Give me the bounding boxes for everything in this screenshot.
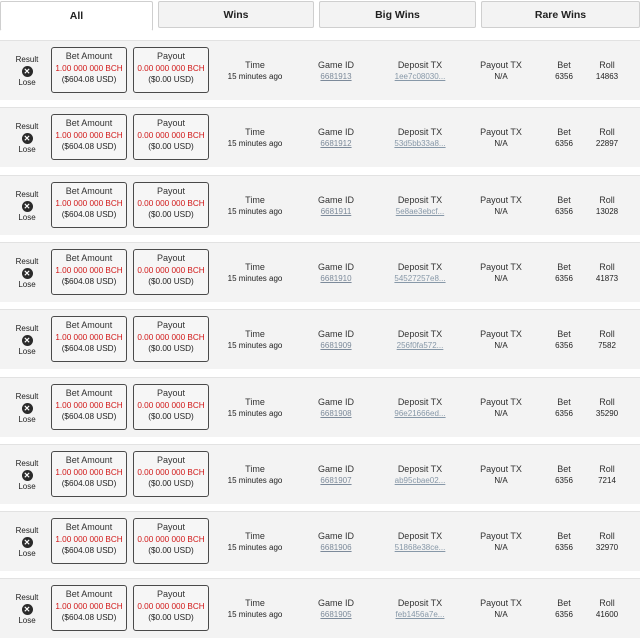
payout-tx-label: Payout TX [480, 329, 522, 339]
payout-box [133, 182, 209, 228]
game-row [0, 377, 640, 437]
payout-label: Payout [156, 51, 186, 61]
roll-label: Roll [599, 531, 615, 541]
deposit-tx-cell [381, 194, 459, 218]
result-label: Result [15, 55, 39, 64]
time-label: Time [245, 195, 265, 205]
game-id-label: Game ID [317, 262, 354, 272]
game-id-label: Game ID [317, 195, 354, 205]
result-value: Lose [18, 213, 36, 222]
result-label: Result [15, 257, 39, 266]
bet-amount-bch: 1.00 000 000 BCH [55, 198, 123, 208]
payout-label: Payout [156, 320, 186, 330]
payout-box [133, 451, 209, 497]
game-id-label: Game ID [317, 60, 354, 70]
bet-amount-bch: 1.00 000 000 BCH [55, 130, 123, 140]
game-id-cell [306, 328, 366, 352]
game-id-cell [306, 530, 366, 554]
bet-value: 6356 [555, 341, 573, 350]
tab-all[interactable]: All [0, 1, 153, 31]
bet-amount-usd: ($604.08 USD) [61, 479, 117, 488]
game-id-label: Game ID [317, 397, 354, 407]
deposit-tx-label: Deposit TX [397, 598, 443, 608]
payout-usd: ($0.00 USD) [148, 344, 194, 353]
bet-amount-label: Bet Amount [65, 186, 113, 196]
result-cell [10, 324, 44, 357]
payout-tx-cell [470, 59, 532, 83]
roll-value: 22897 [595, 139, 619, 148]
bet-amount-bch: 1.00 000 000 BCH [55, 534, 123, 544]
result-value: Lose [18, 347, 36, 356]
game-row [0, 511, 640, 571]
game-id-link[interactable]: 6681909 [320, 341, 352, 350]
game-row [0, 309, 640, 369]
close-circle-icon: ✕ [22, 470, 33, 481]
game-row [0, 444, 640, 504]
game-id-label: Game ID [317, 464, 354, 474]
bet-label: Bet [557, 329, 571, 339]
bet-amount-box [51, 182, 127, 228]
payout-label: Payout [156, 522, 186, 532]
result-cell [10, 392, 44, 425]
roll-label: Roll [599, 60, 615, 70]
game-id-label: Game ID [317, 598, 354, 608]
deposit-tx-link[interactable]: feb1456a7e... [395, 610, 445, 619]
result-cell [10, 257, 44, 290]
result-value: Lose [18, 549, 36, 558]
payout-tx-cell [470, 261, 532, 285]
bet-amount-usd: ($604.08 USD) [61, 277, 117, 286]
result-cell [10, 593, 44, 626]
result-label: Result [15, 122, 39, 131]
close-circle-icon: ✕ [22, 66, 33, 77]
bet-cell [545, 530, 583, 554]
time-cell [216, 463, 294, 487]
payout-tx-cell [470, 463, 532, 487]
bet-amount-usd: ($604.08 USD) [61, 613, 117, 622]
tab-big-wins[interactable]: Big Wins [319, 1, 476, 28]
time-value: 15 minutes ago [227, 476, 283, 485]
result-value: Lose [18, 415, 36, 424]
bet-label: Bet [557, 262, 571, 272]
time-value: 15 minutes ago [227, 139, 283, 148]
payout-box [133, 114, 209, 160]
bet-cell [545, 126, 583, 150]
bet-value: 6356 [555, 139, 573, 148]
time-label: Time [245, 598, 265, 608]
bet-amount-label: Bet Amount [65, 253, 113, 263]
result-value: Lose [18, 145, 36, 154]
bet-amount-usd: ($604.08 USD) [61, 546, 117, 555]
deposit-tx-label: Deposit TX [397, 127, 443, 137]
bet-label: Bet [557, 531, 571, 541]
time-cell [216, 530, 294, 554]
payout-usd: ($0.00 USD) [148, 479, 194, 488]
result-cell [10, 526, 44, 559]
time-cell [216, 59, 294, 83]
roll-value: 41873 [595, 274, 619, 283]
game-id-link[interactable]: 6681911 [320, 207, 352, 216]
deposit-tx-cell [381, 126, 459, 150]
payout-tx-label: Payout TX [480, 195, 522, 205]
bet-amount-box [51, 518, 127, 564]
bet-value: 6356 [555, 207, 573, 216]
result-value: Lose [18, 280, 36, 289]
time-value: 15 minutes ago [227, 274, 283, 283]
game-row [0, 578, 640, 638]
result-cell [10, 55, 44, 88]
roll-label: Roll [599, 397, 615, 407]
bet-cell [545, 328, 583, 352]
payout-bch: 0.00 000 000 BCH [137, 198, 205, 208]
roll-cell [588, 59, 626, 83]
time-value: 15 minutes ago [227, 207, 283, 216]
roll-cell [588, 261, 626, 285]
payout-bch: 0.00 000 000 BCH [137, 601, 205, 611]
payout-tx-value: N/A [494, 139, 508, 148]
payout-usd: ($0.00 USD) [148, 546, 194, 555]
roll-cell [588, 126, 626, 150]
roll-cell [588, 396, 626, 420]
roll-label: Roll [599, 598, 615, 608]
deposit-tx-link[interactable]: 96e21666ed... [394, 409, 446, 418]
time-cell [216, 597, 294, 621]
time-value: 15 minutes ago [227, 610, 283, 619]
bet-cell [545, 396, 583, 420]
close-circle-icon: ✕ [22, 268, 33, 279]
payout-tx-label: Payout TX [480, 531, 522, 541]
payout-tx-value: N/A [494, 409, 508, 418]
payout-tx-value: N/A [494, 274, 508, 283]
payout-tx-value: N/A [494, 476, 508, 485]
time-value: 15 minutes ago [227, 72, 283, 81]
bet-amount-bch: 1.00 000 000 BCH [55, 332, 123, 342]
payout-tx-label: Payout TX [480, 397, 522, 407]
payout-tx-value: N/A [494, 72, 508, 81]
game-id-link[interactable]: 6681907 [320, 476, 352, 485]
payout-box [133, 316, 209, 362]
payout-label: Payout [156, 253, 186, 263]
deposit-tx-link[interactable]: 51868e38ce... [394, 543, 446, 552]
bet-amount-label: Bet Amount [65, 455, 113, 465]
close-circle-icon: ✕ [22, 133, 33, 144]
payout-tx-cell [470, 194, 532, 218]
close-circle-icon: ✕ [22, 604, 33, 615]
bet-amount-usd: ($604.08 USD) [61, 344, 117, 353]
payout-box [133, 585, 209, 631]
deposit-tx-link[interactable]: 1ee7c08030... [394, 72, 446, 81]
deposit-tx-label: Deposit TX [397, 60, 443, 70]
close-circle-icon: ✕ [22, 403, 33, 414]
time-cell [216, 328, 294, 352]
result-cell [10, 459, 44, 492]
bet-amount-usd: ($604.08 USD) [61, 412, 117, 421]
time-cell [216, 261, 294, 285]
game-id-link[interactable]: 6681908 [320, 409, 352, 418]
game-id-link[interactable]: 6681910 [320, 274, 352, 283]
roll-label: Roll [599, 464, 615, 474]
payout-tx-value: N/A [494, 341, 508, 350]
bet-value: 6356 [555, 72, 573, 81]
bet-amount-label: Bet Amount [65, 118, 113, 128]
game-id-label: Game ID [317, 329, 354, 339]
time-label: Time [245, 127, 265, 137]
payout-box [133, 249, 209, 295]
payout-bch: 0.00 000 000 BCH [137, 63, 205, 73]
bet-label: Bet [557, 195, 571, 205]
payout-bch: 0.00 000 000 BCH [137, 534, 205, 544]
time-label: Time [245, 262, 265, 272]
game-id-cell [306, 396, 366, 420]
payout-usd: ($0.00 USD) [148, 412, 194, 421]
payout-usd: ($0.00 USD) [148, 613, 194, 622]
time-cell [216, 194, 294, 218]
game-id-link[interactable]: 6681912 [320, 139, 352, 148]
roll-value: 41600 [595, 610, 619, 619]
deposit-tx-link[interactable]: 54527257e8... [394, 274, 446, 283]
time-label: Time [245, 329, 265, 339]
deposit-tx-cell [381, 597, 459, 621]
bet-amount-label: Bet Amount [65, 522, 113, 532]
bet-value: 6356 [555, 610, 573, 619]
bet-amount-label: Bet Amount [65, 388, 113, 398]
bet-amount-bch: 1.00 000 000 BCH [55, 467, 123, 477]
game-row [0, 175, 640, 235]
game-id-label: Game ID [317, 531, 354, 541]
deposit-tx-link[interactable]: 53d5bb33a8... [394, 139, 446, 148]
game-id-label: Game ID [317, 127, 354, 137]
deposit-tx-label: Deposit TX [397, 464, 443, 474]
bet-cell [545, 463, 583, 487]
result-label: Result [15, 526, 39, 535]
deposit-tx-cell [381, 530, 459, 554]
deposit-tx-link[interactable]: ab95cbae02... [394, 476, 446, 485]
bet-value: 6356 [555, 409, 573, 418]
deposit-tx-link[interactable]: 5e8ae3ebcf... [395, 207, 445, 216]
game-id-cell [306, 59, 366, 83]
bet-amount-box [51, 451, 127, 497]
payout-box [133, 384, 209, 430]
close-circle-icon: ✕ [22, 537, 33, 548]
payout-tx-cell [470, 396, 532, 420]
deposit-tx-link[interactable]: 256f0fa572... [396, 341, 444, 350]
result-cell [10, 122, 44, 155]
deposit-tx-label: Deposit TX [397, 397, 443, 407]
payout-tx-cell [470, 597, 532, 621]
payout-tx-label: Payout TX [480, 262, 522, 272]
payout-tx-label: Payout TX [480, 598, 522, 608]
bet-amount-label: Bet Amount [65, 589, 113, 599]
result-value: Lose [18, 78, 36, 87]
payout-tx-value: N/A [494, 207, 508, 216]
bet-amount-usd: ($604.08 USD) [61, 142, 117, 151]
bet-amount-box [51, 384, 127, 430]
bet-value: 6356 [555, 476, 573, 485]
time-value: 15 minutes ago [227, 543, 283, 552]
bet-label: Bet [557, 127, 571, 137]
payout-usd: ($0.00 USD) [148, 75, 194, 84]
game-row [0, 40, 640, 100]
bet-label: Bet [557, 397, 571, 407]
payout-tx-cell [470, 530, 532, 554]
roll-cell [588, 597, 626, 621]
bet-label: Bet [557, 60, 571, 70]
bet-cell [545, 59, 583, 83]
bet-amount-box [51, 114, 127, 160]
payout-box [133, 47, 209, 93]
payout-bch: 0.00 000 000 BCH [137, 467, 205, 477]
payout-tx-value: N/A [494, 543, 508, 552]
time-label: Time [245, 60, 265, 70]
bet-amount-bch: 1.00 000 000 BCH [55, 63, 123, 73]
payout-label: Payout [156, 589, 186, 599]
roll-value: 35290 [595, 409, 619, 418]
bet-amount-box [51, 249, 127, 295]
roll-value: 14863 [595, 72, 619, 81]
payout-tx-label: Payout TX [480, 60, 522, 70]
deposit-tx-cell [381, 59, 459, 83]
bet-cell [545, 261, 583, 285]
tab-rare-wins[interactable]: Rare Wins [481, 1, 640, 28]
roll-value: 7214 [598, 476, 616, 485]
deposit-tx-label: Deposit TX [397, 262, 443, 272]
bet-amount-usd: ($604.08 USD) [61, 210, 117, 219]
payout-tx-label: Payout TX [480, 127, 522, 137]
bet-amount-box [51, 47, 127, 93]
game-row [0, 242, 640, 302]
roll-cell [588, 463, 626, 487]
payout-bch: 0.00 000 000 BCH [137, 332, 205, 342]
result-label: Result [15, 324, 39, 333]
deposit-tx-cell [381, 328, 459, 352]
deposit-tx-cell [381, 463, 459, 487]
payout-usd: ($0.00 USD) [148, 210, 194, 219]
time-label: Time [245, 464, 265, 474]
payout-label: Payout [156, 388, 186, 398]
time-cell [216, 126, 294, 150]
bet-label: Bet [557, 598, 571, 608]
roll-label: Roll [599, 329, 615, 339]
bet-amount-bch: 1.00 000 000 BCH [55, 601, 123, 611]
game-id-cell [306, 126, 366, 150]
payout-label: Payout [156, 118, 186, 128]
roll-label: Roll [599, 262, 615, 272]
bet-cell [545, 194, 583, 218]
payout-usd: ($0.00 USD) [148, 142, 194, 151]
bet-amount-box [51, 316, 127, 362]
roll-label: Roll [599, 127, 615, 137]
payout-box [133, 518, 209, 564]
deposit-tx-cell [381, 396, 459, 420]
result-label: Result [15, 593, 39, 602]
deposit-tx-label: Deposit TX [397, 531, 443, 541]
roll-value: 7582 [598, 341, 616, 350]
bet-amount-label: Bet Amount [65, 320, 113, 330]
roll-value: 13028 [595, 207, 619, 216]
time-value: 15 minutes ago [227, 341, 283, 350]
roll-cell [588, 530, 626, 554]
roll-label: Roll [599, 195, 615, 205]
result-cell [10, 190, 44, 223]
game-id-cell [306, 597, 366, 621]
bet-amount-box [51, 585, 127, 631]
payout-label: Payout [156, 455, 186, 465]
payout-tx-cell [470, 328, 532, 352]
payout-bch: 0.00 000 000 BCH [137, 130, 205, 140]
bet-cell [545, 597, 583, 621]
roll-cell [588, 194, 626, 218]
bet-value: 6356 [555, 274, 573, 283]
bet-amount-bch: 1.00 000 000 BCH [55, 400, 123, 410]
bet-amount-label: Bet Amount [65, 51, 113, 61]
payout-label: Payout [156, 186, 186, 196]
bet-amount-usd: ($604.08 USD) [61, 75, 117, 84]
result-value: Lose [18, 616, 36, 625]
time-cell [216, 396, 294, 420]
result-label: Result [15, 392, 39, 401]
payout-bch: 0.00 000 000 BCH [137, 265, 205, 275]
result-value: Lose [18, 482, 36, 491]
time-value: 15 minutes ago [227, 409, 283, 418]
bet-amount-bch: 1.00 000 000 BCH [55, 265, 123, 275]
deposit-tx-label: Deposit TX [397, 195, 443, 205]
game-id-cell [306, 194, 366, 218]
bet-value: 6356 [555, 543, 573, 552]
roll-value: 32970 [595, 543, 619, 552]
game-id-cell [306, 261, 366, 285]
game-id-link[interactable]: 6681913 [320, 72, 352, 81]
bet-label: Bet [557, 464, 571, 474]
payout-tx-value: N/A [494, 610, 508, 619]
game-id-cell [306, 463, 366, 487]
payout-bch: 0.00 000 000 BCH [137, 400, 205, 410]
game-id-link[interactable]: 6681905 [320, 610, 352, 619]
payout-usd: ($0.00 USD) [148, 277, 194, 286]
game-row [0, 107, 640, 167]
deposit-tx-cell [381, 261, 459, 285]
game-filter-tabs [0, 0, 640, 30]
game-id-link[interactable]: 6681906 [320, 543, 352, 552]
time-label: Time [245, 397, 265, 407]
payout-tx-label: Payout TX [480, 464, 522, 474]
roll-cell [588, 328, 626, 352]
tab-wins[interactable]: Wins [158, 1, 314, 28]
close-circle-icon: ✕ [22, 335, 33, 346]
payout-tx-cell [470, 126, 532, 150]
result-label: Result [15, 459, 39, 468]
time-label: Time [245, 531, 265, 541]
deposit-tx-label: Deposit TX [397, 329, 443, 339]
result-label: Result [15, 190, 39, 199]
close-circle-icon: ✕ [22, 201, 33, 212]
